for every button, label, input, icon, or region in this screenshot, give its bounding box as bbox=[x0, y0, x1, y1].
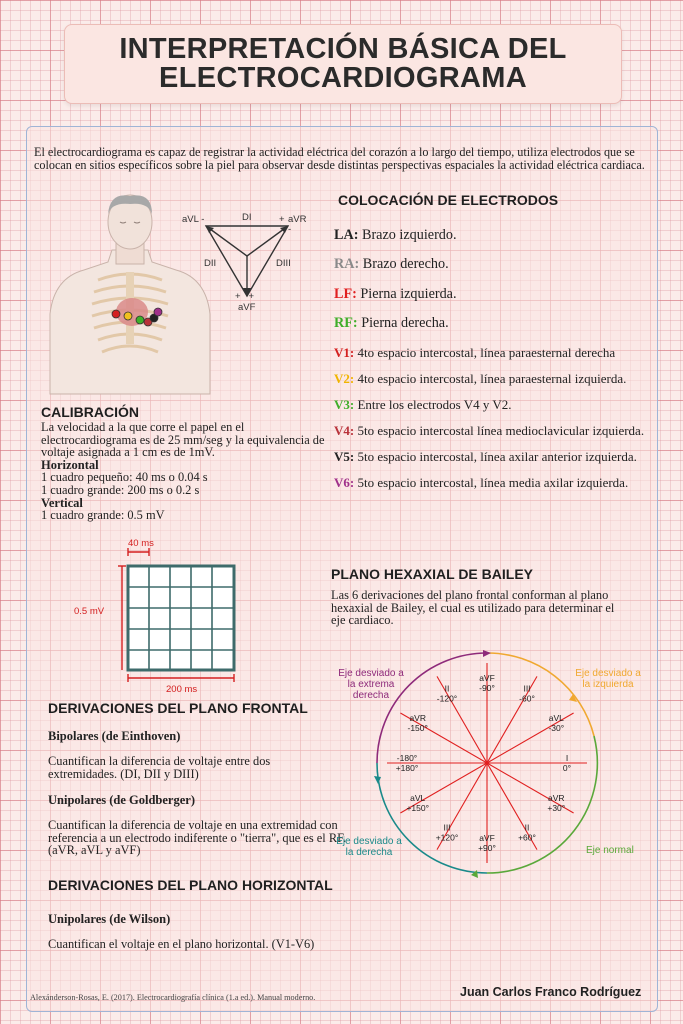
page-title-line1: INTERPRETACIÓN BÁSICA DEL bbox=[119, 33, 567, 65]
lead-name-label: II bbox=[524, 822, 530, 833]
label-40ms: 40 ms bbox=[128, 538, 154, 549]
electrode-code: RA: bbox=[334, 256, 360, 272]
arc-left-deviation bbox=[487, 653, 594, 736]
svg-text:+: + bbox=[279, 214, 285, 225]
electrode-item bbox=[334, 476, 628, 490]
electrode-description: 4to espacio intercostal, línea paraesternal derecha bbox=[357, 345, 616, 360]
electrode-item bbox=[334, 228, 457, 242]
svg-text:-: - bbox=[288, 224, 292, 235]
electrode-item bbox=[334, 257, 449, 271]
electrode-description: Pierna derecha. bbox=[361, 315, 449, 331]
electrode-code: V1: bbox=[334, 345, 355, 360]
normal-axis-label: Eje normal bbox=[586, 845, 634, 856]
electrodes-heading: COLOCACIÓN DE ELECTRODOS bbox=[338, 192, 559, 208]
bipolar-title: Bipolares (de Einthoven) bbox=[48, 729, 181, 743]
lead-angle-label: -120° bbox=[436, 693, 458, 704]
reference-citation: Alexánderson-Rosas, E. (2017). Electrocardiografía clínica (1.a ed.). Manual moderno. bbox=[30, 993, 316, 1002]
lead-angle-label: +150° bbox=[406, 803, 429, 813]
electrode-description: Brazo izquierdo. bbox=[361, 227, 457, 243]
lead-name-label: III bbox=[523, 683, 531, 694]
electrode-item bbox=[334, 287, 457, 301]
author-name: Juan Carlos Franco Rodríguez bbox=[460, 985, 642, 999]
electrode-code: LA: bbox=[334, 227, 359, 243]
hexaxial-heading: PLANO HEXAXIAL DE BAILEY bbox=[331, 566, 533, 582]
lead-angle-label: +90° bbox=[478, 843, 496, 853]
triangle-dii-label: DII bbox=[204, 258, 217, 269]
electrode-description: Entre los electrodos V4 y V2. bbox=[357, 397, 512, 412]
lead-name-label: -180° bbox=[396, 753, 418, 763]
lead-angle-label: +180° bbox=[395, 763, 419, 773]
lead-angle-label: +30° bbox=[547, 803, 566, 813]
lead-angle-label: 0° bbox=[562, 763, 572, 773]
horizontal-heading: DERIVACIONES DEL PLANO HORIZONTAL bbox=[48, 877, 333, 893]
triangle-avr-label: aVR bbox=[288, 214, 307, 225]
lead-name-label: aVR bbox=[409, 713, 426, 723]
lead-angle-label: -60° bbox=[519, 693, 535, 704]
svg-text:+ +: + + bbox=[235, 291, 255, 302]
electrode-code: V4: bbox=[334, 423, 355, 438]
right-deviation-label: Eje desviado a la derecha bbox=[336, 836, 402, 858]
electrode-code: V3: bbox=[334, 397, 355, 412]
electrode-description: 5to espacio intercostal línea medioclavicular izquierda. bbox=[357, 423, 645, 438]
lead-angle-label: +120° bbox=[435, 832, 459, 843]
electrode-description: 4to espacio intercostal, línea paraesternal izquierda. bbox=[357, 371, 627, 386]
title-box bbox=[64, 24, 622, 104]
lead-angle-label: -30° bbox=[548, 723, 565, 733]
electrode-code: V5: bbox=[334, 449, 355, 464]
lead-angle-label: -150° bbox=[407, 723, 428, 733]
triangle-avl-label: aVL - bbox=[182, 214, 205, 225]
electrode-item bbox=[334, 316, 449, 330]
page-title-line2: ELECTROCARDIOGRAMA bbox=[159, 62, 527, 94]
frontal-heading: DERIVACIONES DEL PLANO FRONTAL bbox=[48, 700, 308, 716]
electrode-item bbox=[334, 450, 637, 464]
electrode-code: RF: bbox=[334, 315, 358, 331]
electrode-item bbox=[334, 424, 644, 438]
lead-name-label: I bbox=[565, 753, 569, 763]
lead-angle-label: -90° bbox=[479, 683, 495, 693]
calibration-heading: CALIBRACIÓN bbox=[41, 404, 139, 420]
lead-name-label: aVF bbox=[479, 673, 495, 683]
electrode-code: LF: bbox=[334, 286, 357, 302]
electrode-description: 5to espacio intercostal, línea media axilar izquierda. bbox=[357, 475, 629, 490]
calibration-grid bbox=[70, 536, 270, 696]
electrode-description: Brazo derecho. bbox=[362, 256, 449, 272]
electrode-v6-icon bbox=[154, 308, 162, 316]
intro-paragraph: El electrocardiograma es capaz de registrar la actividad eléctrica del corazón a lo largo del tiempo, utiliza electrodos que se colocan en sitios específicos sobre la piel para observar desde distintas perspectivas espaciales la actividad eléctrica cardiaca. bbox=[34, 145, 645, 172]
lead-angle-label: +60° bbox=[518, 832, 536, 843]
calibration-text: La velocidad a la que corre el papel en el electrocardiograma es de 25 mm/seg y la equivalencia de voltaje asignada a 1 cm es de 1mV. Horizontal 1 cuadro pequeño: 40 ms o 0.04 s 1 cuadro grande: 200 ms o 0.2 s Vertical 1 cuadro grande: 0.5 mV bbox=[41, 420, 325, 523]
electrode-code: V2: bbox=[334, 371, 355, 386]
lead-name-label: aVR bbox=[548, 793, 565, 803]
electrode-description: Pierna izquierda. bbox=[360, 286, 457, 302]
electrode-description: 5to espacio intercostal, línea axilar anterior izquierda. bbox=[357, 449, 637, 464]
arrow-right-icon bbox=[374, 776, 381, 784]
hexaxial-text: Las 6 derivaciones del plano frontal conforman al plano hexaxial de Bailey, el cual es utilizado para determinar el eje cardiaco. bbox=[331, 588, 615, 628]
unipolar-text: Cuantifican la diferencia de voltaje en una extremidad con referencia a un electrodo indiferente o "tierra", que es el RF. (aVR, aVL y aVF) bbox=[48, 818, 347, 858]
label-200ms: 200 ms bbox=[166, 684, 198, 695]
lead-name-label: aVL bbox=[410, 793, 426, 803]
bipolar-text: Cuantifican la diferencia de voltaje entre dos extremidades. (DI, DII y DIII) bbox=[48, 754, 271, 781]
lead-name-label: aVL bbox=[548, 713, 564, 723]
left-deviation-label: Eje desviado a la izquierda bbox=[575, 668, 641, 690]
arc-normal bbox=[487, 736, 597, 873]
electrode-v1-icon bbox=[112, 310, 120, 318]
electrode-item bbox=[334, 372, 626, 386]
triangle-di-label: DI bbox=[242, 212, 252, 223]
lead-name-label: aVF bbox=[479, 833, 495, 843]
electrode-v3-icon bbox=[136, 316, 144, 324]
lead-name-label: II bbox=[444, 683, 450, 694]
unipolar-title: Unipolares (de Goldberger) bbox=[48, 793, 195, 807]
electrode-v2-icon bbox=[124, 312, 132, 320]
wilson-text: Cuantifican el voltaje en el plano horizontal. (V1-V6) bbox=[48, 937, 315, 951]
electrode-item bbox=[334, 398, 512, 412]
label-05mv: 0.5 mV bbox=[74, 606, 105, 617]
electrode-item bbox=[334, 346, 615, 360]
electrode-code: V6: bbox=[334, 475, 355, 490]
extreme-deviation-label: Eje desviado a la extrema derecha bbox=[338, 668, 404, 701]
triangle-diii-label: DIII bbox=[276, 258, 291, 269]
triangle-avf-label: aVF bbox=[238, 302, 256, 313]
arrow-extreme-icon bbox=[483, 650, 491, 657]
wilson-title: Unipolares (de Wilson) bbox=[48, 912, 171, 926]
lead-name-label: III bbox=[443, 822, 451, 833]
einthoven-triangle bbox=[176, 206, 316, 316]
